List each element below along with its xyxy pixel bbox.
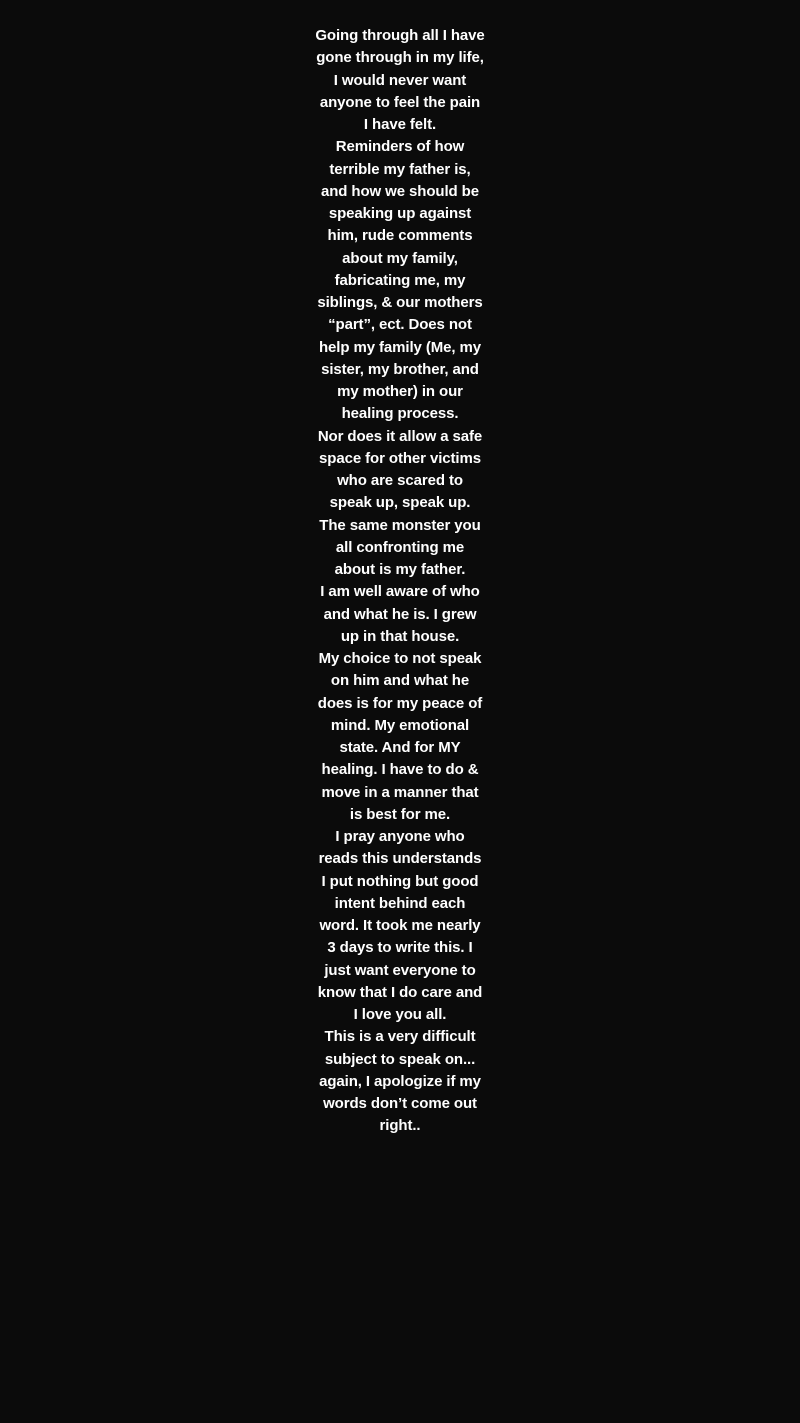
story-text-line: intent behind each [334,894,466,912]
story-text-line: 3 days to write this. I [327,939,473,957]
story-text-line: I have felt. [363,116,437,133]
story-text-line: speak up, speak up. [329,494,471,512]
story-text-line: Going through all I have [315,27,485,44]
story-text-line: Nor does it allow a safe [317,427,483,445]
story-text-line: up in that house. [340,627,460,645]
story-text-line: terrible my father is, [329,160,471,178]
story-text-line: mind. My emotional [330,716,470,734]
story-text-line: about is my father. [334,561,466,578]
story-text-line: healing. I have to do & [321,761,479,779]
story-text-line: fabricating me, my [334,271,466,289]
story-text-line: him, rude comments [327,227,473,245]
story-text-line: This is a very difficult [324,1028,476,1046]
story-text-line: all confronting me [335,538,465,556]
story-text-block [250,25,550,1138]
story-text-line: my mother) in our [337,383,463,400]
story-text-line: know that I do care and [317,983,483,1001]
story-text-line: is best for me. [349,805,451,823]
story-text-line: words don’t come out [323,1095,477,1112]
story-text-line: state. And for MY [339,739,461,756]
story-text-line: sister, my brother, and [321,360,479,378]
story-text-line: and what he is. I grew [323,605,477,623]
story-text-line: word. It took me nearly [319,917,481,934]
story-text-line: move in a manner that [321,783,479,801]
story-text-line: gone through in my life, [316,49,484,67]
story-text-line: just want everyone to [324,961,476,979]
story-text-line: help my family (Me, my [318,338,482,356]
story-text-line: “part”, ect. Does not [328,316,472,334]
story-text-line: I am well aware of who [320,583,480,601]
story-text-line: subject to speak on... [324,1050,476,1068]
story-text-line: speaking up against [328,205,472,222]
story-text-line: and how we should be [320,182,479,200]
story-text-line: siblings, & our mothers [317,294,483,311]
story-text-line: The same monster you [319,516,481,534]
story-text-line: anyone to feel the pain [319,93,481,111]
story-text-line: on him and what he [330,672,470,690]
story-text-line: who are scared to [337,472,463,489]
story-text-line: My choice to not speak [318,650,482,667]
story-text-line: Reminders of how [335,138,465,156]
story-text-line: I would never want [333,71,467,89]
story-text-line: again, I apologize if my [319,1072,481,1090]
story-text-line: does is for my peace of [317,694,483,712]
story-text-line: I put nothing but good [321,872,479,890]
story-text-line: space for other victims [319,449,481,467]
story-text-line: healing process. [341,405,459,423]
story-text-line: about my family, [342,249,458,267]
story-text-line: right.. [379,1117,421,1135]
story-text-line: reads this understands [318,850,482,868]
story-text-line: I pray anyone who [335,828,465,845]
story-text-line: I love you all. [353,1006,447,1023]
